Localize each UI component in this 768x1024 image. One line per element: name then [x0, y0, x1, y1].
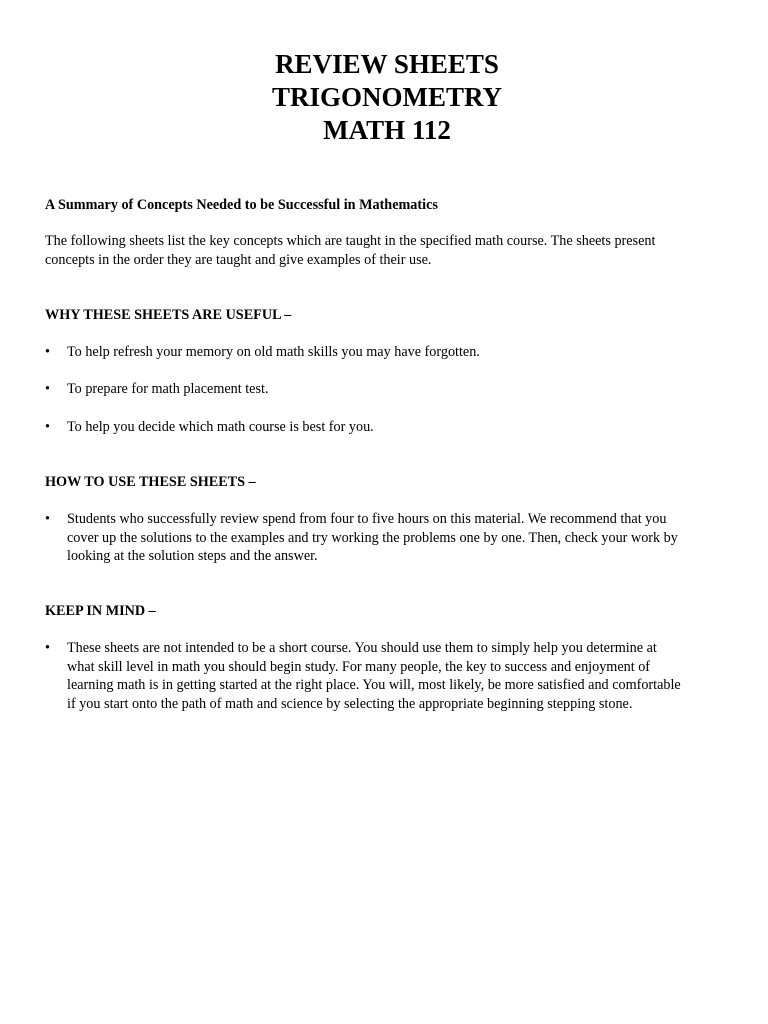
section-heading-keep-in-mind: KEEP IN MIND – [45, 603, 156, 619]
section-heading-why-useful: WHY THESE SHEETS ARE USEFUL – [45, 307, 292, 323]
title-line-3: MATH 112 [323, 115, 451, 145]
document-title [0, 48, 768, 147]
bullet-line: These sheets are not intended to be a short course. You should use them to simply help you determine at [67, 640, 657, 656]
bullet-text [67, 639, 737, 713]
title-line-2: TRIGONOMETRY [271, 82, 503, 112]
title-line-1: REVIEW SHEETS [275, 49, 499, 79]
bullet-line: To help you decide which math course is best for you. [67, 419, 374, 435]
bullet-text [67, 343, 737, 362]
bullet-text [67, 418, 737, 437]
bullet-glyph: • [45, 381, 50, 397]
bullet-line: looking at the solution steps and the answer. [67, 548, 318, 565]
bullet-line: learning math is in getting started at the right place. You will, most likely, be more satisfied and comfortable [67, 677, 681, 694]
bullet-line: To prepare for math placement test. [67, 381, 269, 397]
bullet-line: To help refresh your memory on old math skills you may have forgotten. [67, 344, 480, 360]
bullet-text [67, 380, 737, 399]
intro-line-2: concepts in the order they are taught and give examples of their use. [45, 252, 432, 268]
bullet-line: if you start onto the path of math and science by selecting the appropriate beginning stepping stone. [67, 695, 633, 712]
bullet-glyph: • [45, 640, 50, 656]
intro-paragraph [45, 232, 735, 270]
bullet-glyph: • [45, 419, 50, 435]
bullet-glyph: • [45, 511, 50, 527]
bullet-text [67, 510, 737, 566]
bullet-line: what skill level in math you should begin study. For many people, the key to success and enjoyment of [67, 658, 651, 675]
bullet-line: Students who successfully review spend from four to five hours on this material. We recommend that you [67, 511, 667, 527]
document-subtitle: A Summary of Concepts Needed to be Successful in Mathematics [45, 197, 438, 213]
bullet-glyph: • [45, 344, 50, 360]
section-heading-how-to-use: HOW TO USE THESE SHEETS – [45, 474, 256, 490]
bullet-line: cover up the solutions to the examples and try working the problems one by one. Then, check your work by [67, 529, 678, 546]
intro-line-1: The following sheets list the key concepts which are taught in the specified math course. The sheets present [45, 233, 656, 249]
